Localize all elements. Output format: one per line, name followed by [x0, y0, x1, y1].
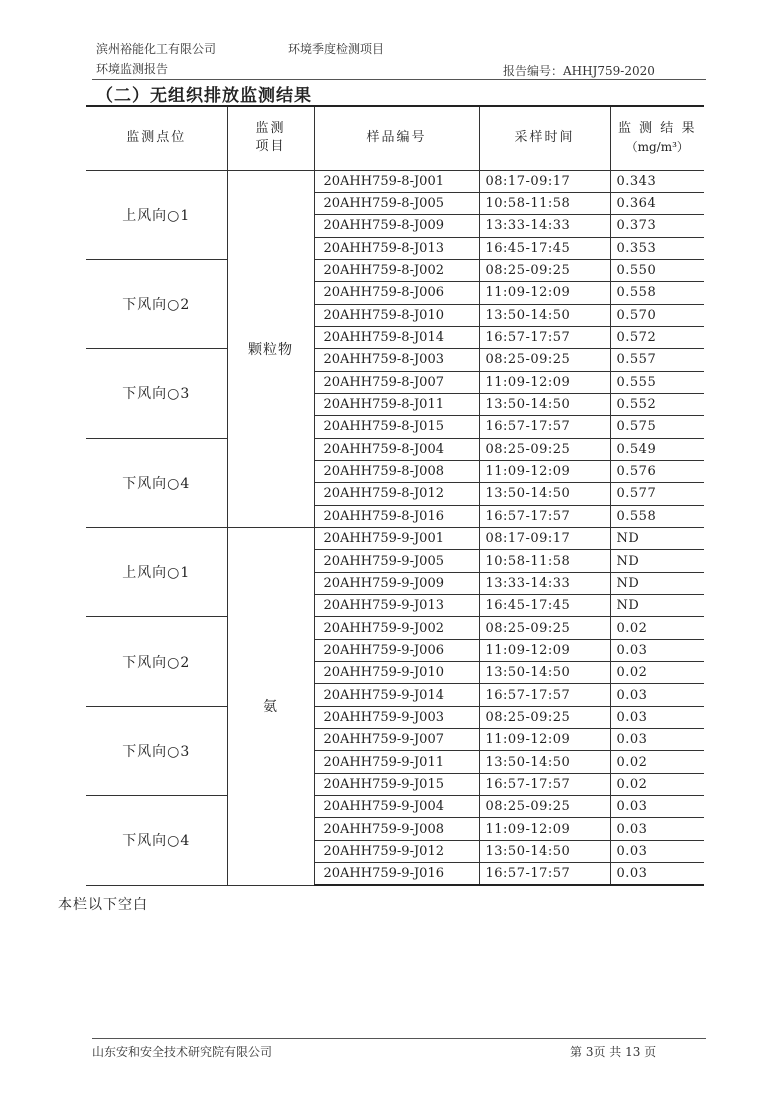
monitoring-point-cell: 上风向○1	[86, 528, 227, 617]
header-rule	[92, 79, 706, 80]
monitoring-results-table	[86, 105, 704, 886]
result-value-cell: 0.03	[610, 729, 704, 751]
sampling-time-cell: 16:57-17:57	[479, 863, 610, 885]
sample-number-cell: 20AHH759-9-J001	[314, 528, 479, 550]
sample-number-cell: 20AHH759-9-J013	[314, 595, 479, 617]
result-value-cell: 0.570	[610, 304, 704, 326]
sampling-time-cell: 10:58-11:58	[479, 192, 610, 214]
monitoring-point-cell: 下风向○4	[86, 796, 227, 885]
sample-number-cell: 20AHH759-9-J016	[314, 863, 479, 885]
sample-number-cell: 20AHH759-8-J006	[314, 282, 479, 304]
table-row	[86, 796, 704, 818]
sampling-time-cell: 16:57-17:57	[479, 505, 610, 527]
sample-number-cell: 20AHH759-9-J002	[314, 617, 479, 639]
table-row	[86, 617, 704, 639]
sampling-time-cell: 08:25-09:25	[479, 438, 610, 460]
sample-number-cell: 20AHH759-9-J012	[314, 840, 479, 862]
result-value-cell: 0.03	[610, 706, 704, 728]
sampling-time-cell: 10:58-11:58	[479, 550, 610, 572]
footer-institute: 山东安和安全技术研究院有限公司	[92, 1045, 273, 1059]
sampling-time-cell: 08:17-09:17	[479, 528, 610, 550]
sample-number-cell: 20AHH759-8-J003	[314, 349, 479, 371]
sampling-time-cell: 13:50-14:50	[479, 840, 610, 862]
sample-number-cell: 20AHH759-9-J008	[314, 818, 479, 840]
result-value-cell: 0.575	[610, 416, 704, 438]
sampling-time-cell: 13:50-14:50	[479, 393, 610, 415]
result-value-cell: 0.550	[610, 259, 704, 281]
result-value-cell: 0.353	[610, 237, 704, 259]
header-report-type: 环境监测报告	[96, 62, 169, 76]
sample-number-cell: 20AHH759-9-J014	[314, 684, 479, 706]
sample-number-cell: 20AHH759-9-J004	[314, 796, 479, 818]
sampling-time-cell: 16:57-17:57	[479, 684, 610, 706]
sample-number-cell: 20AHH759-9-J015	[314, 773, 479, 795]
result-value-cell: 0.557	[610, 349, 704, 371]
sample-number-cell: 20AHH759-8-J012	[314, 483, 479, 505]
monitoring-item-cell: 氨	[227, 528, 314, 886]
sampling-time-cell: 08:17-09:17	[479, 170, 610, 192]
result-value-cell: 0.03	[610, 863, 704, 885]
sampling-time-cell: 16:57-17:57	[479, 416, 610, 438]
sample-number-cell: 20AHH759-9-J005	[314, 550, 479, 572]
sampling-time-cell: 13:33-14:33	[479, 572, 610, 594]
table-row	[86, 706, 704, 728]
result-value-cell: 0.03	[610, 840, 704, 862]
sample-number-cell: 20AHH759-8-J010	[314, 304, 479, 326]
sampling-time-cell: 13:33-14:33	[479, 215, 610, 237]
sample-number-cell: 20AHH759-8-J016	[314, 505, 479, 527]
sampling-time-cell: 11:09-12:09	[479, 818, 610, 840]
result-value-cell: 0.03	[610, 818, 704, 840]
sample-number-cell: 20AHH759-8-J011	[314, 393, 479, 415]
sample-number-cell: 20AHH759-8-J014	[314, 326, 479, 348]
table-row	[86, 438, 704, 460]
sampling-time-cell: 08:25-09:25	[479, 617, 610, 639]
monitoring-point-cell: 下风向○4	[86, 438, 227, 527]
result-value-cell: ND	[610, 550, 704, 572]
result-value-cell: 0.03	[610, 796, 704, 818]
sample-number-cell: 20AHH759-8-J013	[314, 237, 479, 259]
sampling-time-cell: 11:09-12:09	[479, 729, 610, 751]
sample-number-cell: 20AHH759-9-J009	[314, 572, 479, 594]
monitoring-point-cell: 下风向○3	[86, 349, 227, 438]
sampling-time-cell: 13:50-14:50	[479, 662, 610, 684]
sampling-time-cell: 16:45-17:45	[479, 595, 610, 617]
sample-number-cell: 20AHH759-9-J011	[314, 751, 479, 773]
sampling-time-cell: 13:50-14:50	[479, 304, 610, 326]
result-value-cell: ND	[610, 595, 704, 617]
table-row	[86, 349, 704, 371]
result-value-cell: 0.02	[610, 617, 704, 639]
header-sampling-time: 采样时间	[479, 106, 610, 170]
header-project: 环境季度检测项目	[288, 42, 385, 56]
section-title: （二）无组织排放监测结果	[96, 86, 312, 106]
header-sample-number: 样品编号	[314, 106, 479, 170]
result-value-cell: 0.03	[610, 684, 704, 706]
result-value-cell: 0.03	[610, 639, 704, 661]
sample-number-cell: 20AHH759-9-J007	[314, 729, 479, 751]
blank-below-note: 本栏以下空白	[58, 897, 148, 913]
header-result-unit: （mg/m³）	[625, 140, 689, 155]
sampling-time-cell: 11:09-12:09	[479, 282, 610, 304]
sampling-time-cell: 11:09-12:09	[479, 639, 610, 661]
sample-number-cell: 20AHH759-8-J008	[314, 460, 479, 482]
result-value-cell: 0.549	[610, 438, 704, 460]
table-row	[86, 170, 704, 192]
header-monitoring-point: 监测点位	[86, 106, 227, 170]
footer-page-number: 第 3页 共 13 页	[570, 1045, 657, 1059]
sampling-time-cell: 08:25-09:25	[479, 706, 610, 728]
header-result-label: 监 测 结 果	[618, 121, 697, 137]
header-report-number: 报告编号：AHHJ759-2020	[503, 64, 655, 78]
sampling-time-cell: 08:25-09:25	[479, 796, 610, 818]
monitoring-item-cell: 颗粒物	[227, 170, 314, 528]
header-company: 滨州裕能化工有限公司	[96, 42, 217, 56]
sampling-time-cell: 13:50-14:50	[479, 483, 610, 505]
result-value-cell: 0.555	[610, 371, 704, 393]
result-value-cell: 0.364	[610, 192, 704, 214]
header-result	[610, 106, 704, 170]
result-value-cell: 0.02	[610, 773, 704, 795]
result-value-cell: ND	[610, 572, 704, 594]
sample-number-cell: 20AHH759-9-J006	[314, 639, 479, 661]
sample-number-cell: 20AHH759-9-J010	[314, 662, 479, 684]
sampling-time-cell: 11:09-12:09	[479, 371, 610, 393]
sample-number-cell: 20AHH759-8-J007	[314, 371, 479, 393]
monitoring-point-cell: 下风向○3	[86, 706, 227, 795]
sample-number-cell: 20AHH759-8-J015	[314, 416, 479, 438]
result-value-cell: ND	[610, 528, 704, 550]
sample-number-cell: 20AHH759-8-J001	[314, 170, 479, 192]
monitoring-point-cell: 下风向○2	[86, 259, 227, 348]
sample-number-cell: 20AHH759-8-J005	[314, 192, 479, 214]
monitoring-point-cell: 上风向○1	[86, 170, 227, 259]
result-value-cell: 0.552	[610, 393, 704, 415]
sampling-time-cell: 08:25-09:25	[479, 349, 610, 371]
result-value-cell: 0.576	[610, 460, 704, 482]
result-value-cell: 0.558	[610, 282, 704, 304]
result-value-cell: 0.558	[610, 505, 704, 527]
sampling-time-cell: 11:09-12:09	[479, 460, 610, 482]
sampling-time-cell: 13:50-14:50	[479, 751, 610, 773]
monitoring-point-cell: 下风向○2	[86, 617, 227, 706]
header-monitoring-item: 监测项目	[227, 106, 314, 170]
sample-number-cell: 20AHH759-8-J004	[314, 438, 479, 460]
result-value-cell: 0.572	[610, 326, 704, 348]
sample-number-cell: 20AHH759-8-J009	[314, 215, 479, 237]
table-row	[86, 259, 704, 281]
sample-number-cell: 20AHH759-8-J002	[314, 259, 479, 281]
footer-rule	[92, 1038, 706, 1039]
sampling-time-cell: 16:45-17:45	[479, 237, 610, 259]
result-value-cell: 0.02	[610, 751, 704, 773]
sample-number-cell: 20AHH759-9-J003	[314, 706, 479, 728]
result-value-cell: 0.373	[610, 215, 704, 237]
table-body	[86, 170, 704, 885]
result-value-cell: 0.343	[610, 170, 704, 192]
sampling-time-cell: 16:57-17:57	[479, 773, 610, 795]
result-value-cell: 0.02	[610, 662, 704, 684]
table-header-row	[86, 106, 704, 170]
result-value-cell: 0.577	[610, 483, 704, 505]
sampling-time-cell: 08:25-09:25	[479, 259, 610, 281]
sampling-time-cell: 16:57-17:57	[479, 326, 610, 348]
table-row	[86, 528, 704, 550]
